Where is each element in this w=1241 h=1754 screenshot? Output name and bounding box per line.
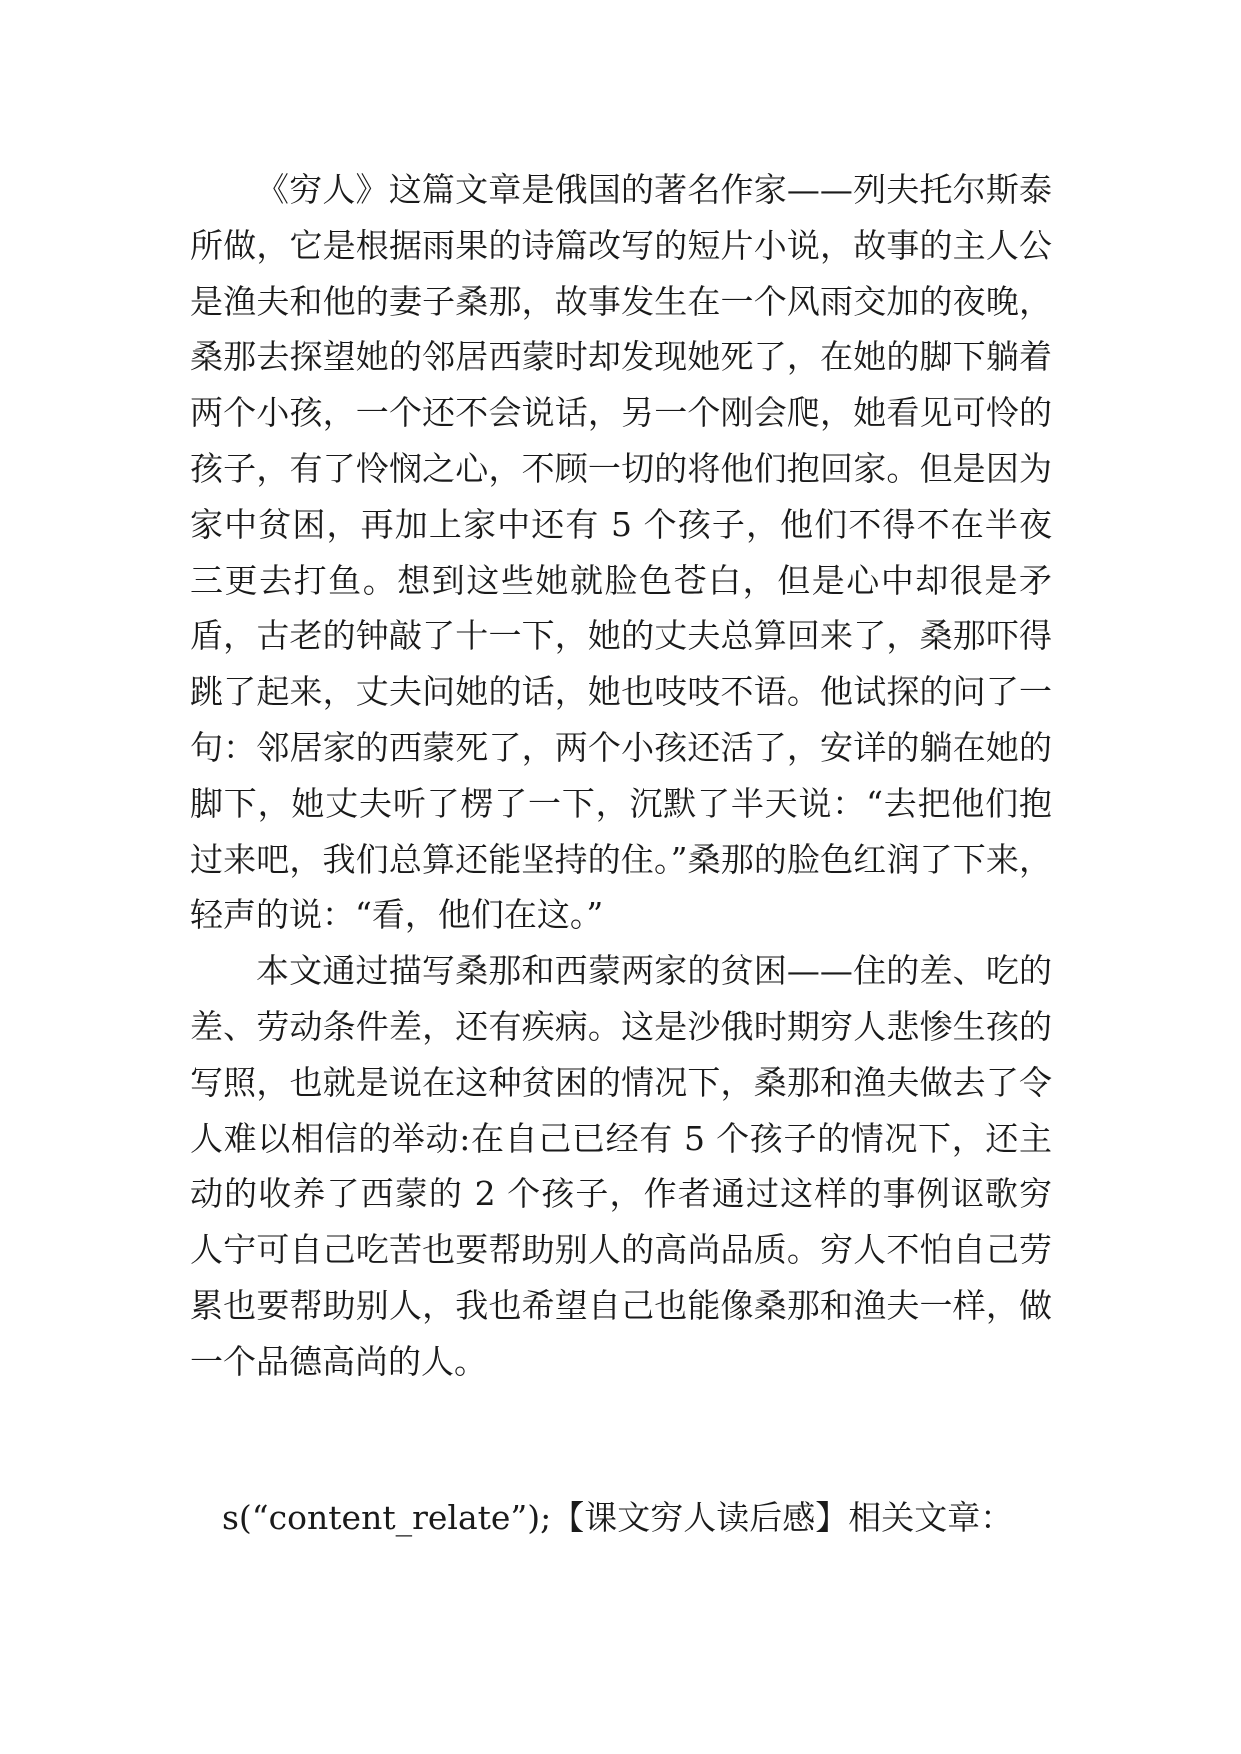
paragraph-1: 《穷人》这篇文章是俄国的著名作家——列夫托尔斯泰所做，它是根据雨果的诗篇改写的短片小说，故事的主人公是渔夫和他的妻子桑那，故事发生在一个风雨交加的夜晚，桑那去探望她的邻居西蒙时却发现她死了，在她的脚下躺着两个小孩，一个还不会说话，另一个刚会爬，她看见可怜的孩子，有了怜悯之心，不顾一切的将他们抱回家。但是因为家中贫困，再加上家中还有 5 个孩子，他们不得不在半夜三更去打鱼。想到这些她就脸色苍白，但是心中却很是矛盾，古老的钟敲了十一下，她的丈夫总算回来了，桑那吓得跳了起来，丈夫问她的话，她也吱吱不语。他试探的问了一句：邻居家的西蒙死了，两个小孩还活了，安详的躺在她的脚下，她丈夫听了楞了一下，沉默了半天说：“去把他们抱过来吧，我们总算还能坚持的住。”桑那的脸色红润了下来，轻声的说：“看，他们在这。” [190, 170, 1052, 935]
related-articles-line: s(“content_relate”);【课文穷人读后感】相关文章： [222, 1498, 1014, 1537]
paragraph-2: 本文通过描写桑那和西蒙两家的贫困——住的差、吃的差、劳动条件差，还有疾病。这是沙俄时期穷人悲惨生孩的写照，也就是说在这种贫困的情况下，桑那和渔夫做去了令人难以相信的举动:在自己已经有 5 个孩子的情况下，还主动的收养了西蒙的 2 个孩子，作者通过这样的事例讴歌穷人宁可自己吃苦也要帮助别人的高尚品质。穷人不怕自己劳累也要帮助别人，我也希望自己也能像桑那和渔夫一样，做一个品德高尚的人。 [190, 951, 1052, 1381]
article-body [190, 162, 1052, 1390]
